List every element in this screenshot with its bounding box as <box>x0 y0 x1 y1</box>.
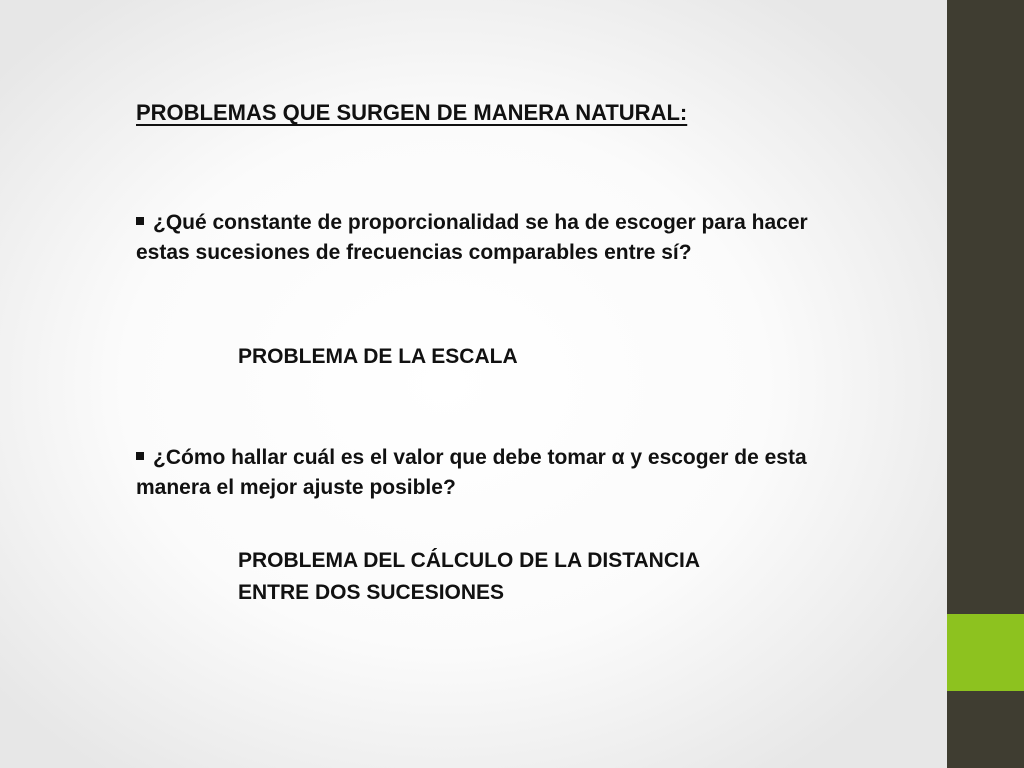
problem-label: ENTRE DOS SUCESIONES <box>238 581 505 604</box>
bullet-item <box>136 208 816 268</box>
square-bullet-icon <box>136 217 144 225</box>
problem-label: PROBLEMA DEL CÁLCULO DE LA DISTANCIA <box>238 549 700 572</box>
bullet-question: ¿Cómo hallar cuál es el valor que debe tomar α y escoger de esta manera el mejor ajuste posible? <box>136 446 807 499</box>
slide-title: PROBLEMAS QUE SURGEN DE MANERA NATURAL: <box>136 100 688 125</box>
bullet-item <box>136 443 836 503</box>
square-bullet-icon <box>136 452 144 460</box>
bullet-question: ¿Qué constante de proporcionalidad se ha de escoger para hacer estas sucesiones de frecuencias comparables entre sí? <box>136 211 808 264</box>
sidebar-accent-block <box>947 614 1024 691</box>
problem-label: PROBLEMA DE LA ESCALA <box>238 345 518 368</box>
